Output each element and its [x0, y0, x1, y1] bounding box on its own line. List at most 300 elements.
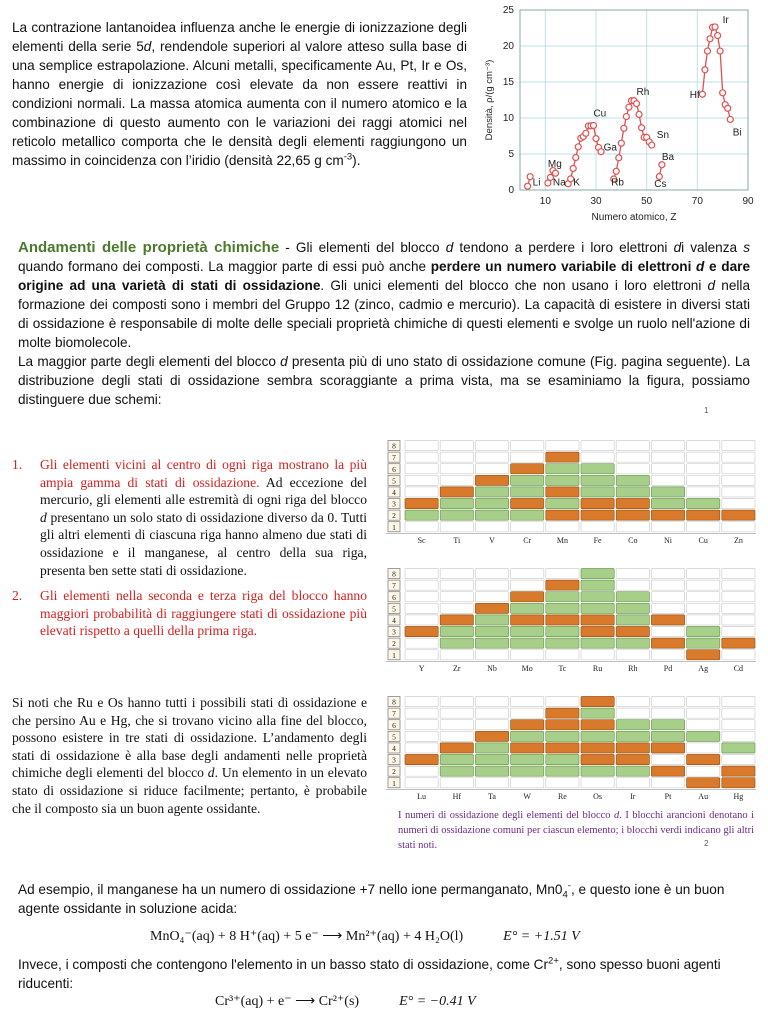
page-marker: 1: [704, 406, 709, 415]
empty-cell: [440, 720, 473, 730]
other-state-cell: [475, 615, 508, 625]
density-point: [583, 130, 589, 136]
common-state-cell: [616, 510, 649, 520]
element-symbol: Os: [593, 791, 603, 801]
state-number: 7: [392, 709, 396, 719]
empty-cell: [405, 475, 438, 485]
empty-cell: [440, 475, 473, 485]
other-state-cell: [546, 499, 579, 509]
common-state-cell: [546, 487, 579, 497]
empty-cell: [651, 464, 684, 474]
density-point: [552, 170, 558, 176]
common-state-cell: [722, 778, 755, 788]
common-state-cell: [511, 743, 544, 753]
element-symbol: Ta: [488, 791, 496, 801]
element-symbol: Pt: [664, 791, 672, 801]
empty-cell: [687, 592, 720, 602]
chromium-text: Invece, i composti che contengono l'elemento in un basso stato di ossidazione, come Cr: [18, 957, 549, 972]
empty-cell: [722, 487, 755, 497]
common-state-cell: [405, 627, 438, 637]
empty-cell: [511, 708, 544, 718]
empty-cell: [616, 522, 649, 532]
density-point: [715, 33, 721, 39]
equation-potential: E° = +1.51 V: [503, 929, 580, 944]
element-symbol: Co: [628, 535, 638, 545]
y-tick-label: 0: [508, 185, 514, 196]
element-label: Rb: [611, 177, 624, 189]
empty-cell: [687, 766, 720, 776]
state-number: 1: [392, 522, 396, 532]
element-symbol: Re: [557, 791, 567, 801]
common-state-cell: [581, 720, 614, 730]
permanganate-paragraph: Ad esempio, il manganese ha un numero di ossidazione +7 nello ione permanganato, $Mn0_4^-$, e questo ione è un buon agente ossidante in soluzione acida:: [18, 880, 725, 916]
empty-cell: [651, 778, 684, 788]
element-label: Ir: [722, 14, 729, 26]
intro-text: La contrazione lantanoidea influenza anche le energie di ionizzazione degli elementi della serie 5d, rendendole superiori al valore atteso sulla base di una semplice estrapolazione. Alcuni metalli, specificamente Au, Pt, Ir e Os, hanno energie di ionizzazione così elevate da non essere reattivi in condizioni normali. La massa atomica aumenta con il numero atomico e la combinazione di questo aumento con le variazioni dei raggi atomici nel reticolo metallico comporta che le densità degli elementi raggiungono un massimo in coincidenza con l’iridio (densità 22,65 g $cm^{-3}$).: [12, 20, 467, 168]
empty-cell: [405, 743, 438, 753]
other-state-cell: [475, 487, 508, 497]
common-state-cell: [511, 720, 544, 730]
list-rest: Ad eccezione del mercurio, gli elementi alle estremità di ogni riga del blocco d presentano un solo stato di ossidazione diverso da 0. Tutti gli altri elementi di ciascuna riga hanno almeno due stati di ossidazione e il manganese, al centro della sua riga, presenta ben sette stati di ossidazione.: [40, 474, 367, 578]
common-state-cell: [511, 615, 544, 625]
element-symbol: Ag: [698, 663, 709, 673]
other-state-cell: [616, 731, 649, 741]
empty-cell: [440, 522, 473, 532]
other-state-cell: [475, 638, 508, 648]
common-state-cell: [546, 615, 579, 625]
element-symbol: Tc: [558, 663, 567, 673]
other-state-cell: [581, 603, 614, 613]
empty-cell: [651, 475, 684, 485]
empty-cell: [405, 708, 438, 718]
element-symbol: Sc: [417, 535, 426, 545]
state-number: 5: [392, 476, 396, 486]
x-tick-label: 90: [742, 196, 754, 207]
empty-cell: [687, 580, 720, 590]
caption-text: I numeri di ossidazione degli elementi del blocco d. I blocchi arancioni denotano i numeri di ossidazione comuni per ciascun elemento; i blocchi verdi indicano gli altri stati noti.: [398, 810, 754, 851]
common-state-cell: [616, 755, 649, 765]
other-state-cell: [581, 464, 614, 474]
density-point: [639, 125, 645, 131]
empty-cell: [405, 569, 438, 579]
density-point: [590, 122, 596, 128]
common-state-cell: [475, 731, 508, 741]
other-state-cell: [722, 743, 755, 753]
common-state-cell: [687, 510, 720, 520]
empty-cell: [546, 569, 579, 579]
equation-potential: E° = −0.41 V: [399, 994, 476, 1009]
y-axis-label: Densità, ρ/(g cm⁻³): [484, 59, 495, 141]
empty-cell: [722, 755, 755, 765]
empty-cell: [405, 650, 438, 660]
common-state-cell: [651, 638, 684, 648]
ru-os-paragraph: [12, 694, 367, 817]
empty-cell: [616, 569, 649, 579]
list-number: 2.: [12, 588, 23, 604]
empty-cell: [687, 743, 720, 753]
y-tick-label: 20: [502, 41, 514, 52]
element-label: K: [573, 177, 580, 189]
list-highlight: Gli elementi vicini al centro di ogni riga mostrano la più ampia gamma di stati di ossidazione.: [40, 457, 367, 490]
empty-cell: [440, 778, 473, 788]
empty-cell: [651, 452, 684, 462]
state-number: 2: [392, 511, 396, 521]
empty-cell: [511, 778, 544, 788]
other-state-cell: [651, 731, 684, 741]
density-point: [717, 48, 723, 54]
empty-cell: [511, 522, 544, 532]
common-state-cell: [546, 720, 579, 730]
empty-cell: [616, 697, 649, 707]
element-symbol: Lu: [417, 791, 427, 801]
common-state-cell: [405, 499, 438, 509]
empty-cell: [687, 522, 720, 532]
common-state-cell: [475, 603, 508, 613]
section-text-a: - Gli elementi del blocco d tendono a perdere i loro elettroni di valenza s quando formano dei composti. La maggior parte di essi può anche: [18, 240, 750, 274]
empty-cell: [440, 592, 473, 602]
common-state-cell: [687, 650, 720, 660]
common-state-cell: [722, 638, 755, 648]
other-state-cell: [546, 592, 579, 602]
list-item: [12, 456, 367, 579]
other-state-cell: [687, 627, 720, 637]
density-point: [525, 183, 531, 189]
element-label: Mg: [547, 158, 562, 170]
state-number: 8: [392, 697, 396, 707]
empty-cell: [651, 755, 684, 765]
y-tick-label: 5: [508, 149, 514, 160]
y-tick-label: 15: [502, 77, 514, 88]
empty-cell: [546, 697, 579, 707]
common-state-cell: [511, 592, 544, 602]
empty-cell: [475, 592, 508, 602]
common-state-cell: [581, 499, 614, 509]
permanganate-text: Ad esempio, il manganese ha un numero di ossidazione +7 nello ione permanganato, Mn0: [18, 882, 563, 897]
empty-cell: [581, 441, 614, 451]
empty-cell: [651, 650, 684, 660]
empty-cell: [616, 452, 649, 462]
empty-cell: [440, 697, 473, 707]
empty-cell: [405, 766, 438, 776]
list-number: 1.: [12, 457, 23, 472]
state-number: 4: [392, 488, 396, 497]
other-state-cell: [475, 743, 508, 753]
element-symbol: Ti: [453, 535, 461, 545]
element-label: Hf: [689, 89, 700, 101]
empty-cell: [440, 569, 473, 579]
common-state-cell: [722, 510, 755, 520]
empty-cell: [440, 580, 473, 590]
other-state-cell: [511, 475, 544, 485]
other-state-cell: [616, 638, 649, 648]
empty-cell: [616, 778, 649, 788]
density-point: [623, 114, 629, 120]
oxidation-row: [386, 441, 756, 545]
density-point: [575, 144, 581, 150]
chromium-text-end: , sono spesso buoni agenti riducenti:: [18, 957, 721, 991]
empty-cell: [722, 522, 755, 532]
density-point: [720, 90, 726, 96]
density-point: [727, 116, 733, 122]
equation-text: MnO₄⁻(aq) + 8 H⁺(aq) + 5 e⁻ ⟶ Mn²⁺(aq) + 4 H₂O(l): [150, 929, 464, 944]
element-symbol: Cr: [523, 535, 532, 545]
element-symbol: Mo: [521, 663, 533, 673]
other-state-cell: [616, 766, 649, 776]
empty-cell: [405, 441, 438, 451]
empty-cell: [475, 697, 508, 707]
empty-cell: [475, 569, 508, 579]
element-label: Cu: [593, 108, 607, 120]
empty-cell: [687, 464, 720, 474]
state-number: 4: [392, 616, 396, 625]
element-symbol: Fe: [593, 535, 602, 545]
empty-cell: [722, 441, 755, 451]
other-state-cell: [616, 475, 649, 485]
common-state-cell: [581, 615, 614, 625]
empty-cell: [687, 708, 720, 718]
element-label: Na: [552, 177, 566, 189]
empty-cell: [405, 592, 438, 602]
other-state-cell: [511, 638, 544, 648]
empty-cell: [581, 778, 614, 788]
y-tick-label: 25: [502, 5, 514, 16]
permanganate-text-end: , e questo ione è un buon agente ossidante in soluzione acida:: [18, 882, 725, 916]
state-number: 1: [392, 778, 396, 788]
other-state-cell: [546, 755, 579, 765]
empty-cell: [405, 731, 438, 741]
empty-cell: [546, 522, 579, 532]
other-state-cell: [616, 487, 649, 497]
state-number: 8: [392, 569, 396, 579]
state-number: 7: [392, 453, 396, 463]
empty-cell: [581, 650, 614, 660]
empty-cell: [546, 778, 579, 788]
oxidation-row: [386, 569, 756, 673]
element-symbol: Rh: [628, 663, 638, 673]
empty-cell: [651, 441, 684, 451]
empty-cell: [440, 452, 473, 462]
empty-cell: [651, 708, 684, 718]
x-tick-label: 50: [641, 196, 653, 207]
empty-cell: [722, 720, 755, 730]
common-state-cell: [651, 766, 684, 776]
common-state-cell: [651, 615, 684, 625]
empty-cell: [475, 650, 508, 660]
density-point: [618, 140, 624, 146]
other-state-cell: [651, 720, 684, 730]
common-state-cell: [651, 743, 684, 753]
element-symbol: Ir: [630, 791, 636, 801]
empty-cell: [475, 580, 508, 590]
empty-cell: [440, 464, 473, 474]
empty-cell: [722, 731, 755, 741]
other-state-cell: [511, 627, 544, 637]
other-state-cell: [440, 638, 473, 648]
common-state-cell: [440, 615, 473, 625]
empty-cell: [687, 452, 720, 462]
empty-cell: [475, 720, 508, 730]
schemes-list: [12, 456, 367, 648]
element-symbol: Hg: [733, 791, 744, 801]
empty-cell: [722, 615, 755, 625]
empty-cell: [651, 627, 684, 637]
state-number: 3: [392, 755, 396, 765]
list-highlight: Gli elementi nella seconda e terza riga del blocco hanno maggiori probabilità di raggiungere stati di ossidazione più elevati rispetto a quelli della prima riga.: [40, 588, 367, 639]
other-state-cell: [581, 766, 614, 776]
element-symbol: Nb: [487, 663, 497, 673]
empty-cell: [475, 464, 508, 474]
other-state-cell: [581, 638, 614, 648]
empty-cell: [722, 499, 755, 509]
empty-cell: [651, 569, 684, 579]
empty-cell: [405, 522, 438, 532]
empty-cell: [722, 569, 755, 579]
empty-cell: [722, 580, 755, 590]
state-number: 5: [392, 604, 396, 614]
empty-cell: [511, 569, 544, 579]
other-state-cell: [581, 580, 614, 590]
other-state-cell: [475, 510, 508, 520]
other-state-cell: [440, 499, 473, 509]
other-state-cell: [581, 592, 614, 602]
empty-cell: [722, 708, 755, 718]
common-state-cell: [546, 510, 579, 520]
empty-cell: [475, 522, 508, 532]
empty-cell: [511, 452, 544, 462]
density-point: [636, 111, 642, 117]
empty-cell: [651, 697, 684, 707]
other-state-cell: [581, 731, 614, 741]
empty-cell: [651, 522, 684, 532]
empty-cell: [405, 778, 438, 788]
state-number: 2: [392, 767, 396, 777]
element-symbol: Ni: [664, 535, 672, 545]
state-number: 3: [392, 627, 396, 637]
element-symbol: V: [489, 535, 495, 545]
common-state-cell: [616, 743, 649, 753]
other-state-cell: [616, 603, 649, 613]
page-marker: 2: [704, 839, 709, 848]
common-state-cell: [546, 743, 579, 753]
empty-cell: [722, 592, 755, 602]
x-axis-label: Numero atomico, Z: [591, 212, 677, 223]
element-symbol: Pd: [663, 663, 673, 673]
empty-cell: [722, 452, 755, 462]
other-state-cell: [546, 475, 579, 485]
other-state-cell: [581, 708, 614, 718]
empty-cell: [616, 650, 649, 660]
density-point: [626, 104, 632, 110]
empty-cell: [511, 441, 544, 451]
empty-cell: [440, 708, 473, 718]
empty-cell: [651, 603, 684, 613]
empty-cell: [616, 580, 649, 590]
other-state-cell: [687, 638, 720, 648]
other-state-cell: [546, 464, 579, 474]
empty-cell: [687, 441, 720, 451]
other-state-cell: [475, 499, 508, 509]
ru-os-text: Si noti che Ru e Os hanno tutti i possibili stati di ossidazione e che persino Au e Hg, che si trovano vicino alla fine del blocco, possono esistere in tre stati di ossidazione. L’andamento degli stati di ossidazione è alla base degli andamenti nelle proprietà chimiche degli elementi del blocco d. Un elemento in un elevato stato di ossidazione si riduce facilmente; pertanto, è probabile che il composto sia un buon agente ossidante.: [12, 695, 367, 816]
empty-cell: [511, 650, 544, 660]
section-text-b: . Gli unici elementi del blocco che non usano i loro elettroni d nella formazione dei composti sono i membri del Gruppo 12 (zinco, cadmio e mercurio). La capacità di esistere in diversi stati di ossidazione è responsabile di molte delle speciali proprietà chimiche di questi elementi e svolge un ruolo nell'azione di molte biomolecole.: [18, 278, 751, 350]
other-state-cell: [581, 569, 614, 579]
state-number: 7: [392, 581, 396, 591]
equation-text: Cr³⁺(aq) + e⁻ ⟶ Cr²⁺(s): [215, 994, 360, 1009]
element-symbol: Au: [698, 791, 709, 801]
other-state-cell: [511, 510, 544, 520]
density-point: [621, 125, 627, 131]
empty-cell: [405, 487, 438, 497]
x-tick-label: 10: [539, 196, 551, 207]
empty-cell: [475, 452, 508, 462]
other-state-cell: [511, 487, 544, 497]
density-point: [634, 101, 640, 107]
empty-cell: [405, 464, 438, 474]
other-state-cell: [440, 510, 473, 520]
other-state-cell: [511, 766, 544, 776]
empty-cell: [687, 569, 720, 579]
empty-cell: [440, 731, 473, 741]
state-number: 5: [392, 732, 396, 742]
common-state-cell: [687, 755, 720, 765]
state-number: 6: [392, 592, 396, 602]
element-label: Rh: [636, 86, 650, 98]
empty-cell: [440, 603, 473, 613]
common-state-cell: [687, 778, 720, 788]
common-state-cell: [581, 743, 614, 753]
other-state-cell: [440, 755, 473, 765]
other-state-cell: [440, 627, 473, 637]
figure-caption: [398, 808, 754, 853]
empty-cell: [651, 592, 684, 602]
section-heading: Andamenti delle proprietà chimiche: [18, 239, 280, 256]
empty-cell: [687, 603, 720, 613]
x-tick-label: 70: [691, 196, 703, 207]
common-state-cell: [616, 627, 649, 637]
other-state-cell: [687, 731, 720, 741]
other-state-cell: [475, 755, 508, 765]
permanganate-equation: [150, 928, 580, 945]
empty-cell: [616, 464, 649, 474]
chromium-paragraph: Invece, i composti che contengono l'elemento in un basso stato di ossidazione, come $Cr^{2+}$, sono spesso buoni agenti riducenti:: [18, 955, 721, 991]
empty-cell: [405, 615, 438, 625]
element-label: Li: [532, 177, 541, 189]
common-state-cell: [546, 580, 579, 590]
element-symbol: Cu: [698, 535, 708, 545]
state-number: 4: [392, 744, 396, 753]
other-state-cell: [616, 615, 649, 625]
density-point: [573, 155, 579, 161]
density-point: [613, 168, 619, 174]
density-point: [649, 142, 655, 148]
other-state-cell: [687, 499, 720, 509]
empty-cell: [405, 697, 438, 707]
common-state-cell: [581, 510, 614, 520]
empty-cell: [405, 638, 438, 648]
element-label: Sn: [656, 130, 670, 142]
other-state-cell: [546, 627, 579, 637]
common-state-cell: [440, 487, 473, 497]
intro-paragraph: [12, 18, 467, 170]
empty-cell: [405, 720, 438, 730]
element-symbol: Zr: [453, 663, 461, 673]
other-state-cell: [475, 766, 508, 776]
empty-cell: [722, 627, 755, 637]
empty-cell: [405, 580, 438, 590]
empty-cell: [475, 778, 508, 788]
empty-cell: [440, 650, 473, 660]
other-state-cell: [581, 475, 614, 485]
